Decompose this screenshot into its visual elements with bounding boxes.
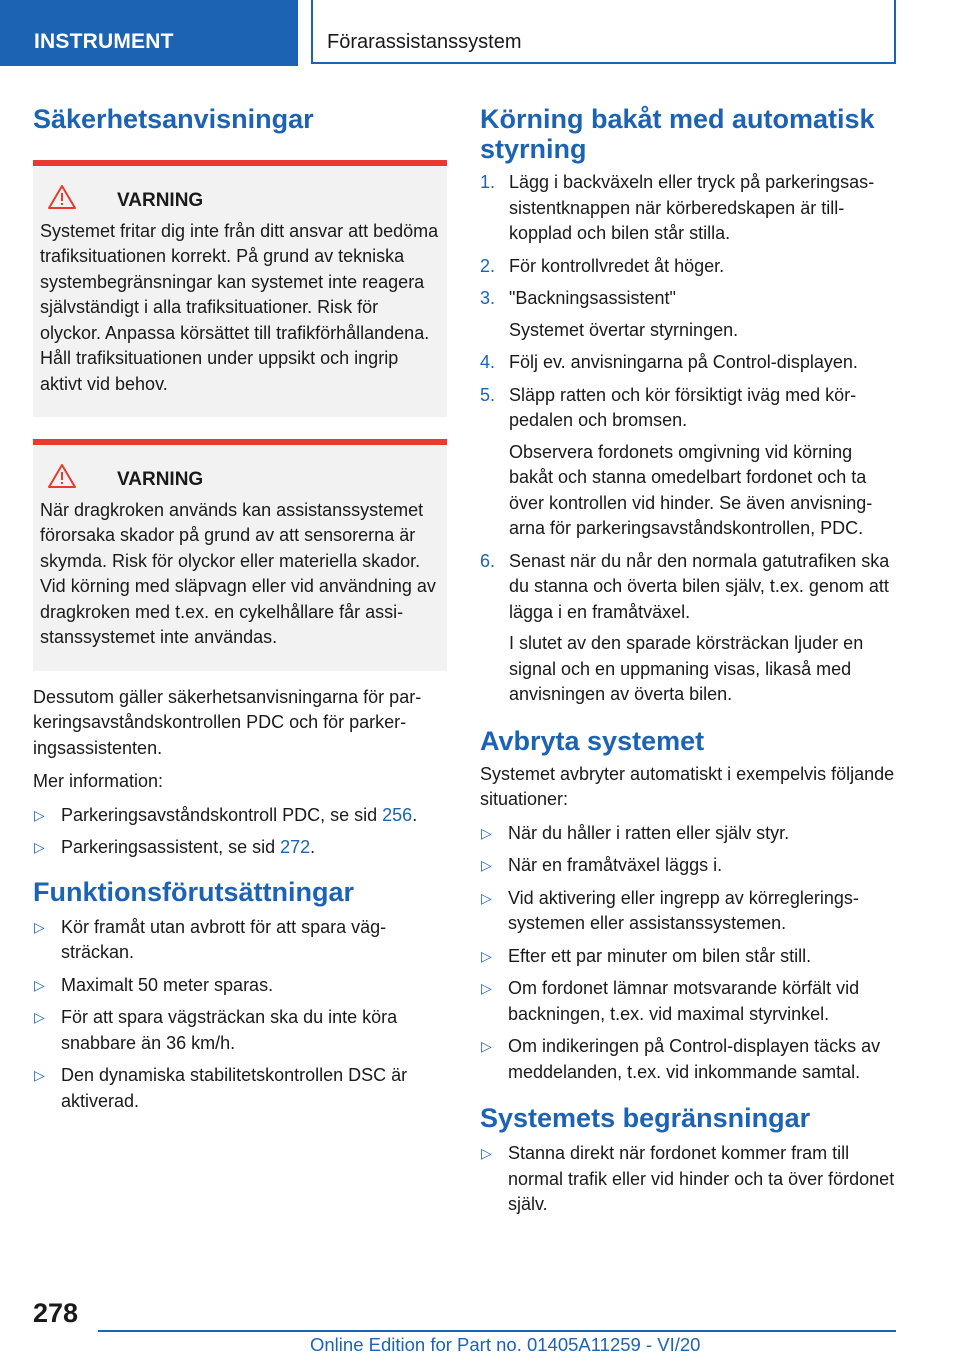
warning-triangle-icon [47, 184, 79, 218]
reference-list [33, 803, 447, 861]
step-text: Lägg i backväxeln eller tryck på parkeringsassistentknappen när körberedskapen är tillkopplad och bilen står stilla. [509, 172, 875, 243]
abort-list [480, 821, 898, 1086]
abort-intro: Systemet avbryter automatiskt i exempelvis följande situationer: [480, 763, 895, 809]
list-item: ▷ Kör framåt utan avbrott för att spara vägsträckan. [33, 915, 447, 966]
step-text: Senast när du når den normala gatutrafiken ska du stanna och överta bilen själv, t.ex. genom att lägga i en framåtväxel. [509, 550, 890, 622]
list-item: ▷ Maximalt 50 meter sparas. [33, 973, 447, 999]
step-item [480, 350, 898, 376]
step-item [480, 383, 898, 542]
warning-title-row [40, 184, 440, 218]
list-item: ▷ Stanna direkt när fordonet kommer fram till normal trafik eller vid hinder och ta över fördonet själv. [480, 1141, 898, 1218]
requirements-list [33, 915, 447, 1115]
ref-text: Parkeringsassistent, se sid [61, 837, 281, 857]
chapter-title: Förarassistanssystem [311, 0, 896, 64]
limits-list [480, 1141, 898, 1218]
heading-reverse-driving: Körning bakåt med automatisk styrning [480, 104, 875, 164]
ref-punct: . [310, 837, 316, 857]
step-note: I slutet av den sparade körsträckan ljuder en signal och en uppmaning visas, likaså med anvisningen av överta bilen. [509, 633, 864, 704]
page-number: 278 [33, 1298, 79, 1328]
heading-abort: Avbryta systemet [480, 725, 705, 756]
page-header [0, 0, 960, 66]
heading-safety: Säkerhetsanvisningar [33, 104, 314, 134]
heading-limits: Systemets begränsningar [480, 1103, 811, 1133]
section-tab: INSTRUMENT [0, 0, 298, 66]
list-item: ▷ För att spara vägsträckan ska du inte köra snabbare än 36 km/h. [33, 1005, 447, 1056]
list-item: ▷ Om fordonet lämnar motsvarande körfält vid backningen, t.ex. vid maximal styrvinkel. [480, 976, 898, 1027]
list-item: ▷ När en framåtväxel läggs i. [480, 853, 898, 879]
steps-list [480, 170, 898, 708]
step-number: 6. [480, 550, 496, 571]
warning-title: VARNING [117, 190, 204, 211]
paragraph-additional-safety: Dessutom gäller säkerhetsanvisningarna för parkeringsavståndskontrollen PDC och för parkeringsassistenten. [33, 686, 422, 758]
step-item [480, 286, 898, 343]
warning-triangle-icon [47, 463, 79, 497]
step-note: Observera fordonets omgivning vid körning bakåt och stanna omedelbart fordonet och ta över kontrollen vid hinder. Se även anvisningarna för parkeringsavståndskontrollen, PDC. [509, 441, 873, 538]
ref-text: Parkeringsavståndskontroll PDC, se sid [61, 804, 383, 825]
left-column [33, 96, 447, 1121]
step-text: Följ ev. anvisningarna på Control-displayen. [509, 352, 858, 372]
warning-box-2 [33, 439, 447, 671]
warning-text: När dragkroken används kan assistanssystemet förorsaka skador på grund av att sensorerna är skymda. Risk för olyckor eller materiella skador. Vid körning med släpvagn eller vid användning av dragkroken med t.ex. en cykelhållare får assistanssystemet inte användas. [40, 499, 436, 647]
list-item: ▷ Den dynamiska stabilitetskontrollen DSC är aktiverad. [33, 1063, 447, 1114]
step-text: "Backningsassistent" [509, 288, 676, 308]
step-item [480, 254, 898, 280]
list-item: ▷ När du håller i ratten eller själv styr. [480, 821, 898, 847]
step-note: Systemet övertar styrningen. [509, 319, 739, 340]
list-item: ▷ Om indikeringen på Control-displayen täcks av meddelanden, t.ex. vid inkommande samtal. [480, 1034, 898, 1085]
step-text: För kontrollvredet åt höger. [509, 255, 725, 276]
warning-box-1 [33, 160, 447, 417]
list-item [33, 803, 447, 829]
step-number: 4. [480, 352, 496, 372]
page-link-256[interactable]: 256 [382, 804, 413, 825]
warning-title: VARNING [117, 469, 204, 490]
warning-title-row [40, 463, 440, 497]
footer-divider [98, 1330, 896, 1332]
step-item [480, 170, 898, 247]
step-text: Släpp ratten och kör försiktigt iväg med körpedalen och bromsen. [509, 384, 857, 430]
step-number: 3. [480, 288, 496, 308]
footer-edition: Online Edition for Part no. 01405A11259 - VI/20 [310, 1334, 701, 1355]
more-info-label: Mer information: [33, 771, 164, 791]
step-item [480, 549, 898, 708]
heading-requirements: Funktionsförutsättningar [33, 876, 354, 907]
step-number: 1. [480, 172, 496, 192]
list-item: ▷ Efter ett par minuter om bilen står still. [480, 944, 898, 970]
ref-punct: . [412, 804, 418, 825]
right-column [480, 96, 898, 1225]
list-item [33, 835, 447, 861]
step-number: 2. [480, 255, 496, 276]
page-link-272[interactable]: 272 [280, 837, 311, 857]
step-number: 5. [480, 384, 496, 405]
list-item: ▷ Vid aktivering eller ingrepp av körregleringssystemen eller assistanssystemen. [480, 886, 898, 937]
warning-text: Systemet fritar dig inte från ditt ansvar att bedöma trafiksituationen korrekt. På grund av tekniska systembegränsningar kan systemet inte reagera självständigt i alla trafiksituationer. Risk för olyckor. Anpassa körsättet till trafikförhållandena. Håll trafiksituationen under uppsikt och ingrip aktivt vid behov. [40, 220, 439, 394]
